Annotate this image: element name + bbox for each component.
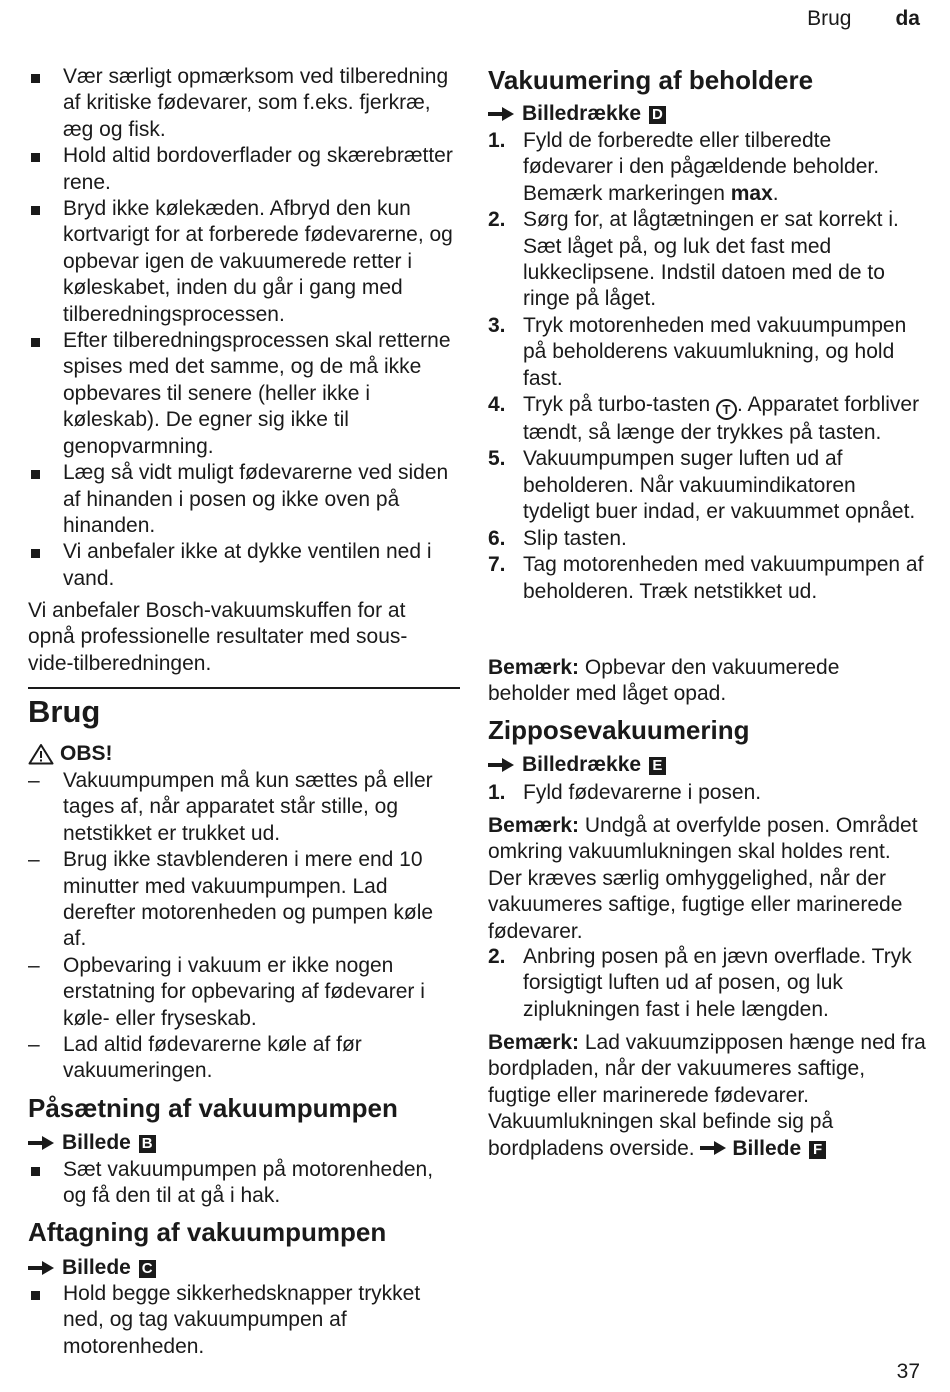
zippose-heading: Zipposevakuumering (488, 715, 750, 745)
bullet-square-icon (31, 153, 40, 162)
list-item: Læg så vidt muligt fødevarerne ved siden af hinanden i posen og ikke oven på hinanden. (28, 460, 460, 539)
bosch-recommendation-paragraph: Vi anbefaler Bosch-vakuumskuffen for at opnå professionelle resultater med sous-vide-tilberedningen. (28, 599, 408, 675)
page-header (807, 6, 920, 32)
list-item: – Brug ikke stavblenderen i mere end 10 minutter med vakuumpumpen. Lad derefter motorenheden og pumpen køle af. (28, 848, 434, 951)
list-item: Hold begge sikkerhedsknapper trykket ned, og tag vakuumpumpen af motorenheden. (28, 1281, 460, 1360)
vakuumering-note: Bemærk: Opbevar den vakuumerede beholder med låget opad. (488, 656, 840, 706)
figure-letter-badge: B (139, 1135, 156, 1153)
safety-bullet-list (28, 64, 460, 592)
list-item: Sæt vakuumpumpen på motorenheden, og få den til at gå i hak. (28, 1157, 460, 1210)
list-item: Efter tilberedningsprocessen skal retterne spises med det samme, og de må ikke opbevares til senere (heller ikke i køleskab). De egner sig ikke til genopvarmning. (28, 328, 460, 460)
zippose-step-1 (488, 780, 926, 806)
bullet-square-icon (31, 1291, 40, 1300)
list-item: – Vakuumpumpen må kun sættes på eller tages af, når apparatet står stille, og netstikket er trukket ud. (28, 769, 433, 845)
turbo-button-icon: T (716, 399, 737, 420)
figure-reference-c: Billede C (28, 1255, 156, 1281)
arrow-right-icon (28, 1136, 54, 1150)
list-item: 4. Tryk på turbo-tasten T . Apparatet forbliver tændt, så længe der trykkes på tasten. (488, 393, 920, 445)
zippose-note-1: Bemærk: Undgå at overfylde posen. Området omkring vakuumlukningen skal holdes rent. Der kræves særlig omhyggelighed, når der vakuumeres saftige, fugtige eller marinerede fødevarer. (488, 814, 918, 943)
list-item: 6. Slip tasten. (488, 526, 627, 550)
bullet-square-icon (31, 470, 40, 479)
header-section: Brug (807, 7, 852, 30)
obs-warning-label: OBS! (28, 741, 113, 767)
list-item: 1. Fyld fødevarerne i posen. (488, 781, 762, 804)
list-item: – Opbevaring i vakuum er ikke nogen erstatning for opbevaring af fødevarer i køle- eller fryseskab. (28, 953, 425, 1030)
bullet-square-icon (31, 1167, 40, 1176)
figure-letter-badge: C (139, 1260, 156, 1278)
section-divider (28, 687, 460, 689)
list-item: – Lad altid fødevarerne køle af før vakuumeringen. (28, 1033, 362, 1083)
paasaetning-heading: Påsætning af vakuumpumpen (28, 1093, 398, 1123)
figure-letter-badge: D (649, 106, 666, 124)
arrow-right-icon (488, 107, 514, 121)
warning-dash-list (28, 768, 460, 1085)
list-item: 3. Tryk motorenheden med vakuumpumpen på beholderens vakuumlukning, og hold fast. (488, 313, 907, 390)
list-item: 2. Anbring posen på en jævn overflade. Tryk forsigtigt luften ud af posen, og luk ziplukningen fast i hele længden. (488, 945, 912, 1021)
list-item: Bryd ikke kølekæden. Afbryd den kun kortvarigt for at forberede fødevarerne, og opbevar igen de vakuumerede retter i køleskabet, inden du går i gang med tilberedningsprocessen. (28, 196, 460, 328)
paasaetning-list (28, 1157, 460, 1210)
list-item: 2. Sørg for, at lågtætningen er sat korrekt i. Sæt låget på, og luk det fast med lukkeclipsene. Indstil datoen med de to ringe på låget. (488, 208, 899, 311)
figure-reference-b: Billede B (28, 1130, 156, 1156)
figure-reference-d: Billedrække D (488, 101, 666, 127)
list-item: 1. Fyld de forberedte eller tilberedte fødevarer i den pågældende beholder. Bemærk markeringen max. (488, 129, 880, 205)
arrow-right-icon (28, 1261, 54, 1275)
list-item: Vær særligt opmærksom ved tilberedning af kritiske fødevarer, som f.eks. fjerkræ, æg og fisk. (28, 64, 460, 143)
figure-letter-badge: E (649, 757, 666, 775)
arrow-right-icon (700, 1141, 726, 1155)
list-item: 5. Vakuumpumpen suger luften ud af beholderen. Når vakuumindikatoren tydeligt buer indad, er vakuummet opnået. (488, 447, 916, 524)
bullet-square-icon (31, 74, 40, 83)
aftagning-list (28, 1281, 460, 1360)
figure-reference-e: Billedrække E (488, 752, 666, 778)
bullet-square-icon (31, 338, 40, 347)
list-item: Vi anbefaler ikke at dykke ventilen ned i vand. (28, 539, 460, 592)
list-item: Hold altid bordoverflader og skærebrætter rene. (28, 143, 460, 196)
brug-heading: Brug (28, 694, 101, 729)
bullet-square-icon (31, 549, 40, 558)
list-item: 7. Tag motorenheden med vakuumpumpen af beholderen. Træk netstikket ud. (488, 553, 924, 603)
bullet-square-icon (31, 206, 40, 215)
page-number: 37 (896, 1359, 920, 1383)
zippose-note-2: Bemærk: Lad vakuumzipposen hænge ned fra bordpladen, når der vakuumeres saftige, fugtige eller marinerede fødevarer. Vakuumlukningen skal befinde sig på bordpladens overside. Billede F (488, 1031, 926, 1160)
header-language: da (895, 7, 920, 30)
warning-triangle-icon (28, 743, 54, 765)
figure-letter-badge: F (809, 1141, 826, 1159)
vakuumering-heading: Vakuumering af beholdere (488, 65, 814, 95)
arrow-right-icon (488, 758, 514, 772)
aftagning-heading: Aftagning af vakuumpumpen (28, 1217, 387, 1247)
vakuumering-steps (488, 128, 926, 605)
zippose-step-2 (488, 944, 926, 1023)
